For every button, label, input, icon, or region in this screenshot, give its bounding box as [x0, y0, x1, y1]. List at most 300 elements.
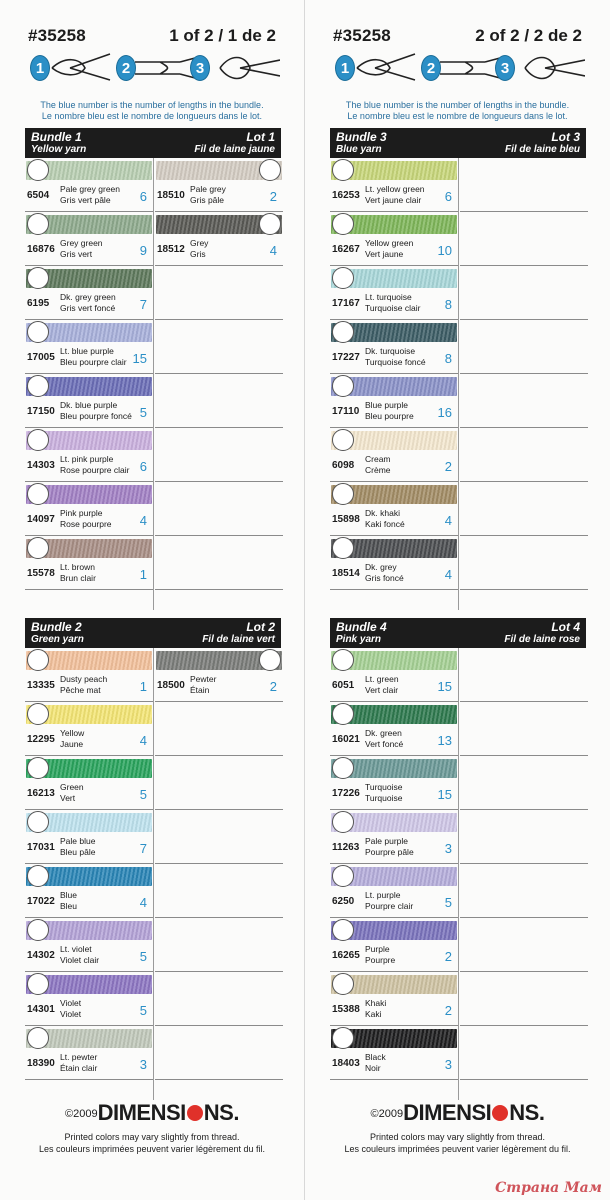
punch-hole	[332, 537, 354, 559]
thread-row	[330, 756, 458, 810]
thread-name-fr: Vert	[60, 793, 76, 803]
thread-row	[330, 428, 458, 482]
step-1-drawing	[52, 54, 110, 80]
thread-length-count: 5	[139, 787, 147, 802]
brand-logo-dot	[492, 1105, 508, 1121]
thread-row	[25, 482, 153, 536]
step-3-badge: 3	[190, 55, 210, 81]
thread-code: 6195	[27, 298, 50, 309]
thread-name-fr: Turquoise clair	[365, 303, 421, 313]
thread-length-count: 5	[444, 895, 452, 910]
step-1-drawing	[357, 54, 415, 80]
thread-code: 18514	[332, 568, 360, 579]
thread-name-fr: Bleu pourpre	[365, 411, 414, 421]
thread-row	[155, 158, 283, 212]
disclaimer-fr: Les couleurs imprimées peuvent varier légèrement du fil.	[38, 1144, 266, 1154]
thread-code: 14303	[27, 460, 55, 471]
thread-row	[25, 648, 153, 702]
thread-length-count: 6	[444, 189, 452, 204]
thread-code: 17226	[332, 788, 360, 799]
step-3-badge: 3	[495, 55, 515, 81]
thread-row	[330, 864, 458, 918]
thread-name-en: Lt. brown	[60, 562, 95, 572]
empty-row	[155, 266, 283, 320]
thread-code: 16213	[27, 788, 55, 799]
thread-name-fr: Vert clair	[365, 685, 399, 695]
step-2-drawing	[135, 58, 195, 78]
thread-name-en: Pale grey	[190, 184, 226, 194]
column-divider	[458, 648, 459, 1100]
empty-row	[155, 756, 283, 810]
thread-code: 12295	[27, 734, 55, 745]
thread-code: 14097	[27, 514, 55, 525]
thread-name-en: Pale blue	[60, 836, 96, 846]
thread-length-count: 7	[139, 297, 147, 312]
thread-name-en: Yellow green	[365, 238, 414, 248]
card-header	[333, 26, 582, 46]
bundle-title: Bundle 1	[31, 130, 82, 144]
site-watermark: Страна Мам	[495, 1180, 602, 1196]
thread-row	[25, 536, 153, 590]
thread-length-count: 5	[139, 949, 147, 964]
thread-name-fr: Rose pourpre clair	[60, 465, 130, 475]
disclaimer-en: Printed colors may vary slightly from thread.	[369, 1132, 546, 1142]
thread-row	[25, 266, 153, 320]
instruction-text	[8, 100, 296, 122]
lot-title: Lot 2	[246, 620, 275, 634]
empty-row	[460, 756, 588, 810]
thread-name-fr: Gris pâle	[190, 195, 225, 205]
thread-row	[25, 374, 153, 428]
empty-row	[460, 810, 588, 864]
bundle-header	[330, 618, 586, 648]
bundle-subtitle: Yellow yarn	[31, 144, 87, 155]
empty-row	[155, 918, 283, 972]
thread-row	[25, 212, 153, 266]
thread-code: 6051	[332, 680, 355, 691]
thread-row	[330, 374, 458, 428]
copyright: ©2009	[370, 1108, 404, 1120]
instruction-fr: Le nombre bleu est le nombre de longueurs dans le lot.	[41, 111, 263, 121]
thread-name-en: Pewter	[190, 674, 217, 684]
column-divider	[458, 158, 459, 610]
thread-length-count: 1	[139, 679, 147, 694]
thread-name-en: Dk. grey green	[60, 292, 116, 302]
thread-name-fr: Étain clair	[60, 1063, 98, 1073]
bundle-header	[330, 128, 586, 158]
column-divider	[153, 158, 154, 610]
punch-hole	[332, 429, 354, 451]
thread-length-count: 4	[139, 513, 147, 528]
thread-row	[25, 810, 153, 864]
threading-diagram	[335, 46, 585, 94]
punch-hole	[332, 1027, 354, 1049]
punch-hole	[332, 159, 354, 181]
thread-name-en: Lt. blue purple	[60, 346, 114, 356]
thread-length-count: 9	[139, 243, 147, 258]
thread-row	[330, 212, 458, 266]
thread-code: 18512	[157, 244, 185, 255]
thread-name-en: Dusty peach	[60, 674, 108, 684]
thread-name-en: Dk. khaki	[365, 508, 400, 518]
punch-hole	[27, 703, 49, 725]
thread-name-fr: Jaune	[60, 739, 84, 749]
thread-name-fr: Pourpre pâle	[365, 847, 414, 857]
column-divider	[153, 648, 154, 1100]
lot-subtitle: Fil de laine bleu	[504, 144, 580, 155]
empty-row	[155, 810, 283, 864]
thread-code: 17031	[27, 842, 55, 853]
thread-name-fr: Violet clair	[60, 955, 100, 965]
punch-hole	[259, 213, 281, 235]
brand-logo	[403, 1100, 544, 1125]
page-indicator: 1 of 2 / 1 de 2	[169, 26, 276, 45]
thread-code: 17022	[27, 896, 55, 907]
punch-hole	[27, 375, 49, 397]
punch-hole	[332, 321, 354, 343]
thread-code: 18500	[157, 680, 185, 691]
thread-length-count: 10	[437, 243, 452, 258]
punch-hole	[332, 375, 354, 397]
thread-name-fr: Kaki	[365, 1009, 382, 1019]
thread-name-fr: Gris vert	[60, 249, 93, 259]
thread-code: 18510	[157, 190, 185, 201]
empty-row	[460, 972, 588, 1026]
thread-name-en: Blue purple	[365, 400, 409, 410]
thread-name-en: Pale purple	[365, 836, 409, 846]
thread-code: 6504	[27, 190, 50, 201]
thread-name-en: Grey green	[60, 238, 103, 248]
thread-length-count: 5	[139, 1003, 147, 1018]
thread-row	[330, 158, 458, 212]
thread-name-en: Pink purple	[60, 508, 103, 518]
punch-hole	[27, 267, 49, 289]
thread-name-en: Lt. purple	[365, 890, 401, 900]
empty-row	[460, 1026, 588, 1080]
bundle-subtitle: Green yarn	[31, 634, 84, 645]
punch-hole	[332, 213, 354, 235]
empty-row	[460, 428, 588, 482]
empty-row	[460, 320, 588, 374]
thread-row	[25, 702, 153, 756]
thread-length-count: 16	[437, 405, 452, 420]
copyright: ©2009	[65, 1108, 98, 1120]
thread-length-count: 2	[269, 189, 277, 204]
thread-row	[330, 918, 458, 972]
thread-name-fr: Pêche mat	[60, 685, 101, 695]
thread-code: 6250	[332, 896, 355, 907]
thread-code: 13335	[27, 680, 55, 691]
thread-name-fr: Vert jaune	[365, 249, 404, 259]
thread-name-fr: Vert foncé	[365, 739, 404, 749]
thread-length-count: 5	[139, 405, 147, 420]
empty-row	[460, 212, 588, 266]
thread-name-en: Black	[365, 1052, 386, 1062]
thread-name-fr: Gris vert pâle	[60, 195, 111, 205]
thread-name-fr: Kaki foncé	[365, 519, 405, 529]
instruction-text	[313, 100, 602, 122]
punch-hole	[27, 429, 49, 451]
empty-row	[460, 158, 588, 212]
thread-length-count: 3	[139, 1057, 147, 1072]
threading-steps	[335, 46, 585, 94]
thread-name-fr: Gris foncé	[365, 573, 404, 583]
step-3-drawing	[525, 58, 585, 79]
thread-row	[155, 212, 283, 266]
brand-text-b: NS.	[509, 1100, 545, 1125]
thread-name-en: Lt. violet	[60, 944, 92, 954]
thread-length-count: 2	[269, 679, 277, 694]
punch-hole	[27, 213, 49, 235]
thread-code: 14302	[27, 950, 55, 961]
empty-row	[155, 1026, 283, 1080]
empty-row	[155, 536, 283, 590]
thread-length-count: 4	[139, 895, 147, 910]
bundle-header	[25, 128, 281, 158]
empty-row	[460, 482, 588, 536]
thread-row	[330, 810, 458, 864]
thread-length-count: 6	[139, 189, 147, 204]
punch-hole	[259, 649, 281, 671]
thread-code: 16267	[332, 244, 360, 255]
step-1-badge: 1	[30, 55, 50, 81]
thread-name-en: Grey	[190, 238, 209, 248]
thread-name-en: Cream	[365, 454, 391, 464]
punch-hole	[27, 537, 49, 559]
thread-row	[330, 972, 458, 1026]
thread-length-count: 4	[269, 243, 277, 258]
punch-hole	[27, 811, 49, 833]
thread-name-en: Blue	[60, 890, 78, 900]
thread-name-en: Purple	[365, 944, 390, 954]
thread-length-count: 2	[444, 459, 452, 474]
punch-hole	[27, 159, 49, 181]
thread-code: 14301	[27, 1004, 55, 1015]
punch-hole	[332, 973, 354, 995]
empty-row	[460, 536, 588, 590]
brand-text-b: NS.	[203, 1100, 239, 1125]
thread-row	[25, 864, 153, 918]
punch-hole	[27, 973, 49, 995]
thread-row	[155, 648, 283, 702]
bundle-title: Bundle 2	[31, 620, 82, 634]
thread-name-en: Dk. grey	[365, 562, 397, 572]
empty-row	[460, 374, 588, 428]
bundle-title: Bundle 3	[336, 130, 387, 144]
thread-name-fr: Gris	[190, 249, 206, 259]
thread-code: 17005	[27, 352, 55, 363]
thread-name-en: Lt. green	[365, 674, 399, 684]
thread-name-en: Pale grey green	[60, 184, 121, 194]
thread-length-count: 15	[437, 679, 452, 694]
thread-code: 16876	[27, 244, 55, 255]
threading-steps	[30, 46, 280, 94]
thread-length-count: 1	[139, 567, 147, 582]
thread-code: 11263	[332, 842, 360, 853]
thread-name-en: Lt. yellow green	[365, 184, 425, 194]
thread-length-count: 8	[444, 297, 452, 312]
lot-title: Lot 1	[246, 130, 275, 144]
instruction-en: The blue number is the number of lengths in the bundle.	[345, 100, 570, 110]
empty-row	[460, 266, 588, 320]
punch-hole	[332, 649, 354, 671]
thread-code: 15388	[332, 1004, 360, 1015]
punch-hole	[332, 757, 354, 779]
empty-row	[460, 702, 588, 756]
step-2-badge: 2	[116, 55, 136, 81]
empty-row	[155, 374, 283, 428]
bundle-subtitle: Pink yarn	[336, 634, 382, 645]
lot-title: Lot 4	[551, 620, 580, 634]
punch-hole	[332, 865, 354, 887]
empty-row	[460, 648, 588, 702]
instruction-fr: Le nombre bleu est le nombre de longueurs dans le lot.	[347, 111, 568, 121]
thread-code: 16253	[332, 190, 360, 201]
disclaimer-fr: Les couleurs imprimées peuvent varier légèrement du fil.	[344, 1144, 571, 1154]
card-header	[28, 26, 276, 46]
thread-length-count: 13	[437, 733, 452, 748]
thread-name-fr: Bleu pourpre foncé	[60, 411, 132, 421]
thread-code: 18403	[332, 1058, 360, 1069]
thread-length-count: 2	[444, 949, 452, 964]
punch-hole	[332, 483, 354, 505]
punch-hole	[27, 649, 49, 671]
thread-code: 16021	[332, 734, 360, 745]
product-number: #35258	[333, 26, 391, 45]
thread-row	[25, 158, 153, 212]
empty-row	[155, 702, 283, 756]
empty-row	[460, 864, 588, 918]
thread-length-count: 4	[444, 567, 452, 582]
thread-code: 17110	[332, 406, 360, 417]
step-1-badge: 1	[335, 55, 355, 81]
thread-name-fr: Bleu	[60, 901, 78, 911]
thread-row	[25, 428, 153, 482]
thread-name-en: Violet	[60, 998, 82, 1008]
thread-name-fr: Bleu pourpre clair	[60, 357, 127, 367]
bundle-header	[25, 618, 281, 648]
empty-row	[155, 320, 283, 374]
thread-name-en: Yellow	[60, 728, 85, 738]
thread-name-fr: Brun clair	[60, 573, 96, 583]
color-card-page-2	[305, 0, 610, 1200]
lot-subtitle: Fil de laine vert	[202, 634, 275, 645]
thread-length-count: 3	[444, 841, 452, 856]
punch-hole	[27, 919, 49, 941]
thread-code: 17167	[332, 298, 360, 309]
thread-row	[330, 482, 458, 536]
thread-code: 16265	[332, 950, 360, 961]
thread-name-en: Khaki	[365, 998, 387, 1008]
punch-hole	[332, 811, 354, 833]
disclaimer-en: Printed colors may vary slightly from thread.	[64, 1132, 240, 1142]
thread-name-en: Turquoise	[365, 782, 403, 792]
thread-code: 6098	[332, 460, 355, 471]
thread-name-fr: Crème	[365, 465, 391, 475]
thread-code: 17150	[27, 406, 55, 417]
empty-row	[155, 482, 283, 536]
thread-row	[330, 320, 458, 374]
punch-hole	[27, 865, 49, 887]
thread-length-count: 4	[139, 733, 147, 748]
lot-subtitle: Fil de laine rose	[504, 634, 580, 645]
thread-row	[330, 266, 458, 320]
thread-name-fr: Pourpre	[365, 955, 396, 965]
page-indicator: 2 of 2 / 2 de 2	[475, 26, 582, 45]
thread-row	[25, 756, 153, 810]
thread-row	[330, 702, 458, 756]
punch-hole	[332, 703, 354, 725]
thread-name-en: Lt. pewter	[60, 1052, 98, 1062]
thread-name-en: Dk. green	[365, 728, 402, 738]
empty-row	[155, 972, 283, 1026]
threading-diagram	[30, 46, 280, 94]
thread-name-fr: Rose pourpre	[60, 519, 112, 529]
punch-hole	[332, 919, 354, 941]
bundle-title: Bundle 4	[336, 620, 387, 634]
thread-length-count: 4	[444, 513, 452, 528]
step-2-drawing	[440, 58, 500, 78]
thread-name-fr: Bleu pâle	[60, 847, 96, 857]
empty-row	[460, 918, 588, 972]
thread-name-en: Dk. blue purple	[60, 400, 118, 410]
punch-hole	[332, 267, 354, 289]
thread-length-count: 8	[444, 351, 452, 366]
thread-code: 17227	[332, 352, 360, 363]
brand-text-a: DIMENSI	[403, 1100, 492, 1125]
brand-text-a: DIMENSI	[97, 1100, 186, 1125]
product-number: #35258	[28, 26, 86, 45]
thread-code: 18390	[27, 1058, 55, 1069]
lot-subtitle: Fil de laine jaune	[194, 144, 275, 155]
thread-name-fr: Violet	[60, 1009, 82, 1019]
disclaimer	[305, 1131, 610, 1155]
thread-length-count: 15	[132, 351, 147, 366]
brand-footer	[0, 1100, 304, 1126]
thread-length-count: 7	[139, 841, 147, 856]
thread-row	[330, 648, 458, 702]
punch-hole	[27, 757, 49, 779]
brand-logo	[98, 1100, 239, 1125]
thread-name-fr: Pourpre clair	[365, 901, 414, 911]
bundle-subtitle: Blue yarn	[336, 144, 382, 155]
thread-name-fr: Turquoise foncé	[365, 357, 426, 367]
thread-name-fr: Noir	[365, 1063, 381, 1073]
thread-name-fr: Vert jaune clair	[365, 195, 422, 205]
thread-name-en: Green	[60, 782, 84, 792]
punch-hole	[259, 159, 281, 181]
empty-row	[155, 864, 283, 918]
thread-length-count: 15	[437, 787, 452, 802]
instruction-en: The blue number is the number of lengths in the bundle.	[40, 100, 264, 110]
step-3-drawing	[220, 58, 280, 79]
brand-footer	[305, 1100, 610, 1126]
thread-code: 15578	[27, 568, 55, 579]
thread-row	[25, 918, 153, 972]
disclaimer	[0, 1131, 304, 1155]
thread-row	[25, 1026, 153, 1080]
thread-row	[330, 1026, 458, 1080]
thread-length-count: 2	[444, 1003, 452, 1018]
thread-row	[25, 972, 153, 1026]
thread-code: 15898	[332, 514, 360, 525]
punch-hole	[27, 321, 49, 343]
thread-row	[330, 536, 458, 590]
thread-name-fr: Turquoise	[365, 793, 403, 803]
punch-hole	[27, 483, 49, 505]
lot-title: Lot 3	[551, 130, 580, 144]
thread-name-fr: Gris vert foncé	[60, 303, 116, 313]
